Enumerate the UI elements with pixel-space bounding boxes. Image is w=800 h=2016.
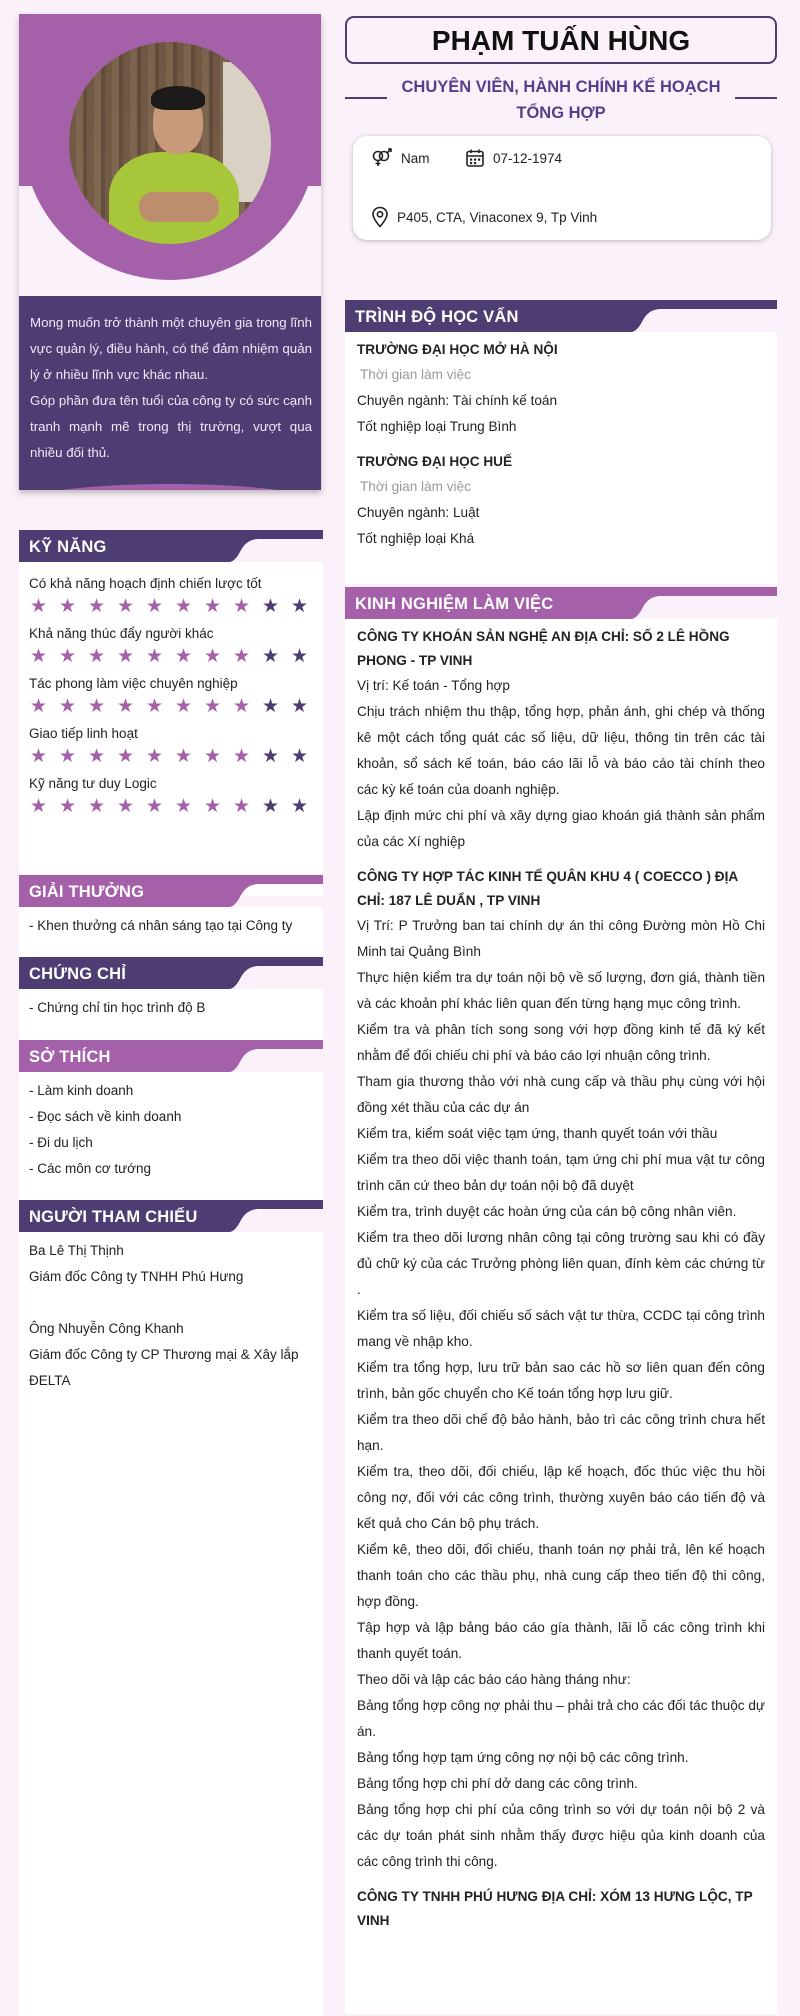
experience-detail: Bảng tổng hợp công nợ phải thu – phải trả cho các đối tác thuộc dự án. xyxy=(357,1698,765,1739)
star-icon: ★ xyxy=(290,596,309,617)
star-icon: ★ xyxy=(29,696,48,717)
birthday-value: 07-12-1974 xyxy=(493,150,563,166)
school-name: TRƯỜNG ĐẠI HỌC MỞ HÀ NỘI xyxy=(357,342,558,357)
skills-list xyxy=(19,562,323,896)
star-icon: ★ xyxy=(174,796,193,817)
star-icon: ★ xyxy=(145,696,164,717)
gender-icon xyxy=(371,148,393,168)
education-grade: Tốt nghiệp loại Khá xyxy=(357,531,475,546)
experience-detail: Thực hiện kiểm tra dự toán nội bộ về số lượng, đơn giá, thành tiền và các khoản phí khác liên quan đến từng hạng mục công trình. xyxy=(357,970,765,1011)
experience-detail: Kiểm tra số liệu, đối chiếu số sách vật tư thừa, CCDC tại công trình mang về nhập kho. xyxy=(357,1308,765,1349)
star-icon: ★ xyxy=(87,596,106,617)
list-item: - Chứng chỉ tin học trình độ B xyxy=(29,1000,206,1015)
skill-rating xyxy=(29,597,313,617)
experience-detail: Tập hợp và lập bảng báo cáo gía thành, lãi lỗ các công trình khi thanh quyết toán. xyxy=(357,1620,765,1661)
education-grade: Tốt nghiệp loại Trung Bình xyxy=(357,419,517,434)
experience-detail: Bảng tổng hợp tạm ứng công nợ nội bộ các công trình. xyxy=(357,1750,689,1765)
list-item: - Khen thưởng cá nhân sáng tạo tại Công ty xyxy=(29,918,293,933)
gender-value: Nam xyxy=(401,150,430,166)
experience-detail: Vị Trí: P Trưởng ban tai chính dự án thi công Đường mòn Hồ Chi Minh tai Quảng Bình xyxy=(357,918,765,959)
star-icon: ★ xyxy=(29,646,48,667)
star-icon: ★ xyxy=(87,646,106,667)
section-heading: NGƯỜI THAM CHIẾU xyxy=(19,1200,229,1232)
skills-section xyxy=(19,530,323,896)
objective-paragraph: Mong muốn trở thành một chuyên gia trong lĩnh vực quản lý, điều hành, có thể đảm nhiệm quản lý ở nhiều lĩnh vực khác nhau. xyxy=(30,315,312,382)
list-item: - Đọc sách về kinh doanh xyxy=(29,1109,182,1124)
location-pin-icon xyxy=(371,206,389,228)
experience-list xyxy=(345,619,777,2014)
star-icon: ★ xyxy=(290,696,309,717)
star-icon: ★ xyxy=(116,696,135,717)
star-icon: ★ xyxy=(232,796,251,817)
list-item: - Làm kinh doanh xyxy=(29,1083,134,1098)
reference-name: Ba Lê Thị Thịnh xyxy=(29,1243,124,1258)
address-value: P405, CTA, Vinaconex 9, Tp Vinh xyxy=(397,209,598,225)
list-item: - Các môn cơ tướng xyxy=(29,1161,152,1176)
company-name: CÔNG TY HỢP TÁC KINH TẾ QUÂN KHU 4 ( COECCO ) ĐỊA CHỈ: 187 LÊ DUẨN , TP VINH xyxy=(357,869,738,908)
company-name: CÔNG TY TNHH PHÚ HƯNG ĐỊA CHỈ: XÓM 13 HƯNG LỘC, TP VINH xyxy=(357,1889,753,1928)
star-icon: ★ xyxy=(290,796,309,817)
star-icon: ★ xyxy=(203,746,222,767)
star-icon: ★ xyxy=(232,596,251,617)
references-section xyxy=(19,1200,323,2016)
education-major: Chuyên ngành: Luật xyxy=(357,505,480,520)
star-icon: ★ xyxy=(203,596,222,617)
star-icon: ★ xyxy=(203,696,222,717)
section-heading: TRÌNH ĐỘ HỌC VẤN xyxy=(345,300,631,332)
experience-detail: Kiểm tra và phân tích song song với hợp đồng kinh tế đã ký kết nhằm để đối chiếu chi phí và báo cáo lợi nhuận công trình. xyxy=(357,1022,765,1063)
experience-detail: Kiểm tra, theo dõi, đối chiếu, lập kế hoạch, đốc thúc việc thu hồi công nợ, đối với các công trình, thường xuyên báo cáo tiến độ và kết quả cho Cán bộ phụ trách. xyxy=(357,1464,765,1531)
star-icon: ★ xyxy=(145,796,164,817)
star-icon: ★ xyxy=(87,796,106,817)
reference-name: Ông Nhuyễn Công Khanh xyxy=(29,1321,184,1336)
star-icon: ★ xyxy=(116,646,135,667)
star-icon: ★ xyxy=(58,796,77,817)
star-icon: ★ xyxy=(29,746,48,767)
personal-info-card xyxy=(353,136,771,240)
star-icon: ★ xyxy=(58,646,77,667)
star-icon: ★ xyxy=(145,646,164,667)
star-icon: ★ xyxy=(261,696,280,717)
star-icon: ★ xyxy=(261,796,280,817)
objective-paragraph: Góp phần đưa tên tuổi của công ty có sức cạnh tranh mạnh mẽ trong thị trường, vượt qua nhiều đối thủ. xyxy=(30,393,312,460)
experience-detail: Bảng tổng hợp chi phí dở dang các công trình. xyxy=(357,1776,638,1791)
star-icon: ★ xyxy=(174,596,193,617)
skill-rating xyxy=(29,697,313,717)
star-icon: ★ xyxy=(116,746,135,767)
star-icon: ★ xyxy=(116,796,135,817)
star-icon: ★ xyxy=(290,646,309,667)
section-heading: KỸ NĂNG xyxy=(19,530,229,562)
experience-detail: Vị trí: Kế toán - Tổng hợp xyxy=(357,678,510,693)
education-time: Thời gian làm việc xyxy=(360,367,471,382)
section-heading: CHỨNG CHỈ xyxy=(19,957,229,989)
full-name: PHẠM TUẤN HÙNG xyxy=(345,16,777,64)
skill-name: Giao tiếp linh hoạt xyxy=(29,726,138,741)
star-icon: ★ xyxy=(29,596,48,617)
job-title: CHUYÊN VIÊN, HÀNH CHÍNH KẾ HOẠCH TỔNG HỢP xyxy=(401,78,721,122)
star-icon: ★ xyxy=(261,646,280,667)
experience-detail: Kiểm tra, trình duyệt các hoàn ứng của cán bộ công nhân viên. xyxy=(357,1204,737,1219)
experience-detail: Tham gia thương thảo với nhà cung cấp và thầu phụ cùng với hội đồng xét thầu của các dự án xyxy=(357,1074,765,1115)
experience-section xyxy=(345,587,777,2014)
star-icon: ★ xyxy=(58,596,77,617)
star-icon: ★ xyxy=(261,596,280,617)
star-icon: ★ xyxy=(116,596,135,617)
star-icon: ★ xyxy=(174,696,193,717)
certificates-section xyxy=(19,957,323,1045)
star-icon: ★ xyxy=(232,646,251,667)
star-icon: ★ xyxy=(87,746,106,767)
reference-position: Giám đốc Công ty CP Thương mại & Xây lắp ĐELTA xyxy=(29,1347,299,1388)
star-icon: ★ xyxy=(232,696,251,717)
skill-name: Tác phong làm việc chuyên nghiệp xyxy=(29,676,238,691)
skill-name: Có khả năng hoạch định chiến lược tốt xyxy=(29,576,262,591)
star-icon: ★ xyxy=(29,796,48,817)
star-icon: ★ xyxy=(203,646,222,667)
awards-section xyxy=(19,875,323,963)
experience-detail: Kiểm tra tổng hợp, lưu trữ bản sao các hồ sơ liên quan đến công trình, bản gốc chuyển cho Kế toán tổng hợp lưu giữ. xyxy=(357,1360,765,1401)
company-name: CÔNG TY KHOÁN SẢN NGHỆ AN ĐỊA CHỈ: SỐ 2 LÊ HỒNG PHONG - TP VINH xyxy=(357,629,730,668)
star-icon: ★ xyxy=(174,646,193,667)
star-icon: ★ xyxy=(58,746,77,767)
experience-detail: Kiểm tra, kiểm soát việc tạm ứng, thanh quyết toán với thầu xyxy=(357,1126,718,1141)
profile-card-top xyxy=(19,14,321,296)
star-icon: ★ xyxy=(145,596,164,617)
profile-card xyxy=(19,14,321,490)
skill-rating xyxy=(29,797,313,817)
education-time: Thời gian làm việc xyxy=(360,479,471,494)
experience-detail: Kiểm kê, theo dõi, đối chiếu, thanh toán nợ phải trả, lên kế hoạch thanh toán cho các thầu phụ, nhà cung cấp theo tiến độ thi công, hợp đồng. xyxy=(357,1542,765,1609)
skill-name: Khả năng thúc đẩy người khác xyxy=(29,626,214,641)
star-icon: ★ xyxy=(87,696,106,717)
skill-name: Kỹ năng tư duy Logic xyxy=(29,776,157,791)
star-icon: ★ xyxy=(261,746,280,767)
education-section xyxy=(345,300,777,584)
experience-detail: Lập định mức chi phí và xây dựng giao khoán giá thành sản phẩm của các Xí nghiệp xyxy=(357,808,765,849)
skill-rating xyxy=(29,647,313,667)
avatar xyxy=(69,42,271,244)
section-heading: GIẢI THƯỞNG xyxy=(19,875,229,907)
experience-detail: Bảng tổng hợp chi phí của công trình so với dự toán nội bộ 2 và các dự toán phát sinh nhằm thấy được hiệu qủa kinh doanh của các công trình thi công. xyxy=(357,1802,765,1869)
career-objective xyxy=(30,310,312,466)
experience-detail: Chịu trách nhiệm thu thập, tổng hợp, phản ánh, ghi chép và thống kê một cách tổng quát các số liệu, dữ liệu, thông tin trên các tài khoản, sổ sách kế toán, báo cáo lãi lỗ và báo cáo tài chính theo các kỳ kế toán của doanh nghiệp. xyxy=(357,704,765,797)
hobbies-section xyxy=(19,1040,323,1210)
calendar-icon xyxy=(465,148,485,168)
experience-detail: Theo dõi và lập các báo cáo hàng tháng như: xyxy=(357,1672,631,1687)
list-item: - Đi du lịch xyxy=(29,1135,93,1150)
star-icon: ★ xyxy=(290,746,309,767)
star-icon: ★ xyxy=(58,696,77,717)
star-icon: ★ xyxy=(145,746,164,767)
star-icon: ★ xyxy=(232,746,251,767)
star-icon: ★ xyxy=(203,796,222,817)
education-major: Chuyên ngành: Tài chính kế toán xyxy=(357,393,558,408)
experience-detail: Kiểm tra theo dõi lương nhân công tại công trường sau khi có đầy đủ chữ ký của các Trưởng phòng liên quan, đính kèm các chứng từ . xyxy=(357,1230,765,1297)
school-name: TRƯỜNG ĐẠI HỌC HUẾ xyxy=(357,454,513,469)
section-heading: KINH NGHIỆM LÀM VIỆC xyxy=(345,587,631,619)
section-heading: SỞ THÍCH xyxy=(19,1040,229,1072)
reference-position: Giám đốc Công ty TNHH Phú Hưng xyxy=(29,1269,244,1284)
skill-rating xyxy=(29,747,313,767)
star-icon: ★ xyxy=(174,746,193,767)
experience-detail: Kiểm tra theo dõi chế độ bảo hành, bảo trì các công trình chưa hết hạn. xyxy=(357,1412,765,1453)
experience-detail: Kiểm tra theo dõi việc thanh toán, tạm ứng chi phí mua vật tư công trình căn cứ theo bản dự toán nội bộ đã duyệt xyxy=(357,1152,765,1193)
